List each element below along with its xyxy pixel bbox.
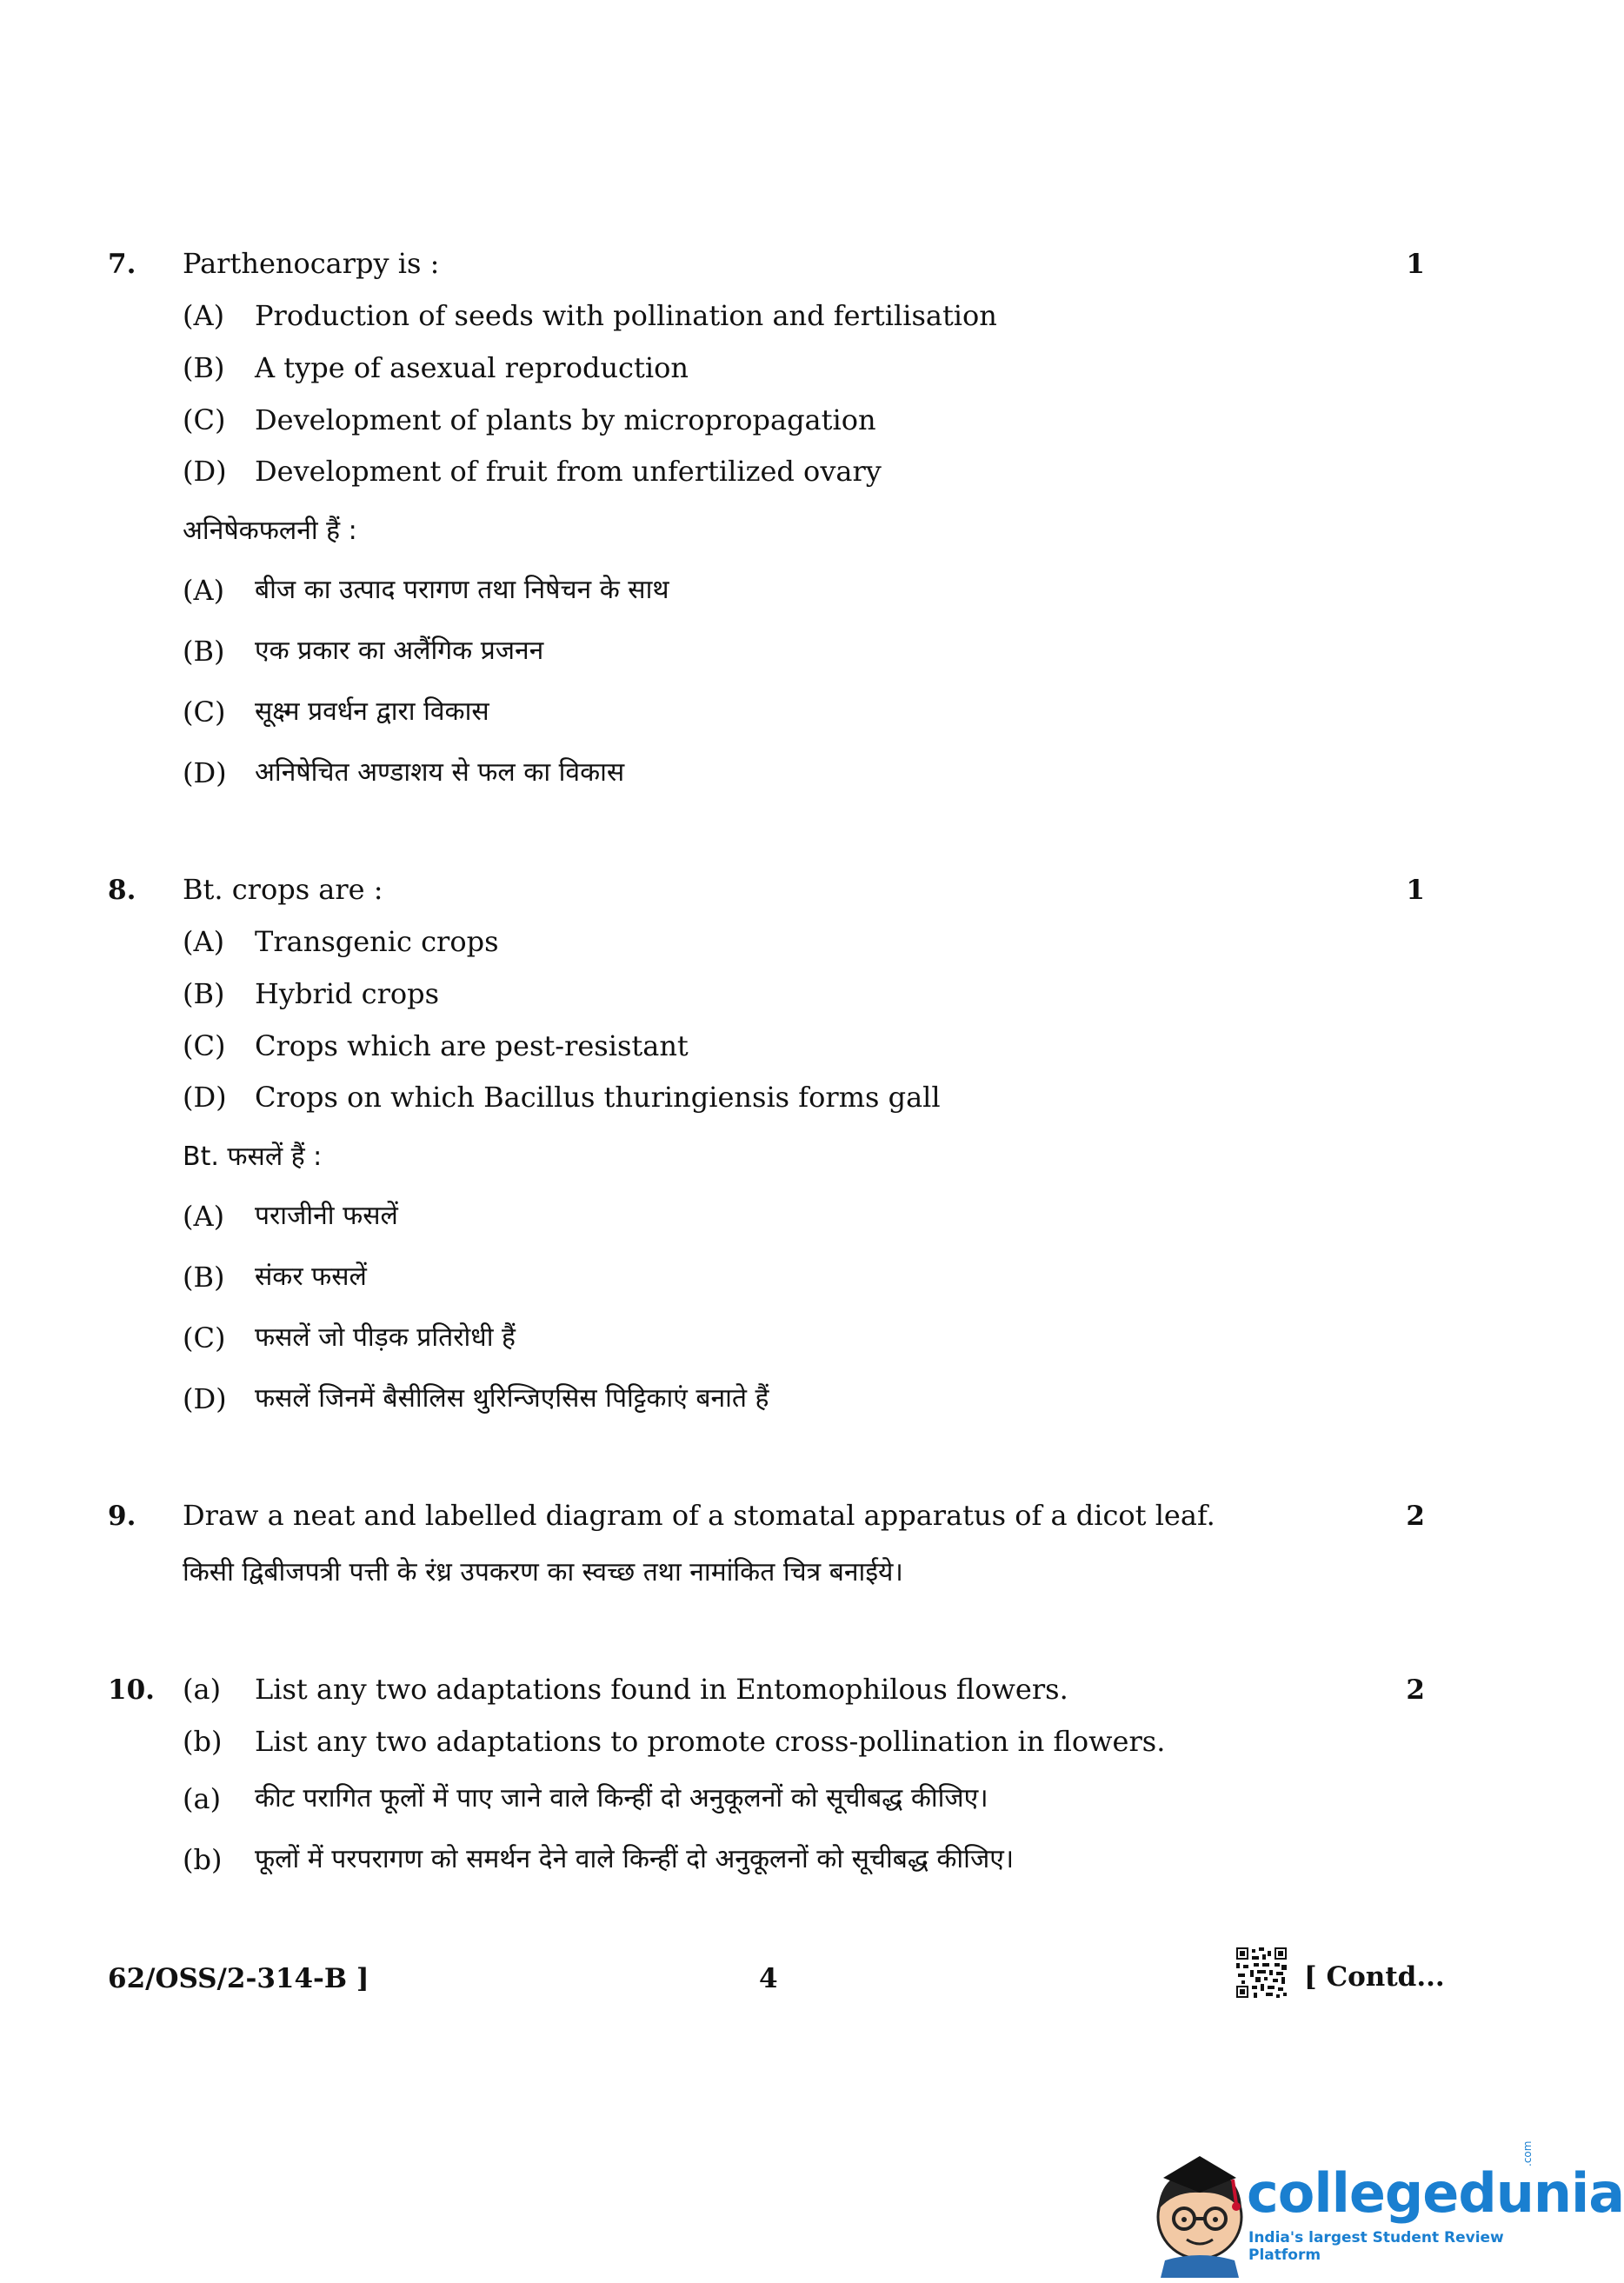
option-text-hindi: अनिषेचित अण्डाशय से फल का विकास <box>255 757 625 788</box>
part-key: (b) <box>183 1843 223 1876</box>
page-number: 4 <box>759 1963 778 1994</box>
option-key: (C) <box>183 1029 226 1062</box>
part-text-hindi: कीट परागित फूलों में पाए जाने वाले किन्हीं दो अनुकूलनों को सूचीबद्ध कीजिए। <box>255 1783 988 1814</box>
option-key: (D) <box>183 756 227 789</box>
option-key: (B) <box>183 635 225 668</box>
option-text: Hybrid crops <box>255 977 440 1010</box>
option-key: (D) <box>183 455 227 488</box>
question-text-hindi: Bt. फसलें हैं : <box>183 1142 323 1172</box>
paper-code: 62/OSS/2-314-B ] <box>108 1963 369 1994</box>
option-text: Crops on which Bacillus thuringiensis forms gall <box>255 1081 941 1114</box>
option-key: (A) <box>183 1200 225 1233</box>
option-text-hindi: फसलें जो पीड़क प्रतिरोधी हैं <box>255 1322 516 1353</box>
brand-tagline: India's largest Student Review Platform <box>1248 2229 1504 2264</box>
part-key: (b) <box>183 1725 223 1758</box>
option-key: (D) <box>183 1081 227 1114</box>
option-text-hindi: पराजीनी फसलें <box>255 1201 398 1231</box>
question-text: Bt. crops are : <box>183 873 383 906</box>
part-text: List any two adaptations to promote cross-pollination in flowers. <box>255 1725 1166 1758</box>
option-key: (C) <box>183 1321 226 1354</box>
option-text: Transgenic crops <box>255 925 499 958</box>
question-marks: 1 <box>1406 249 1425 280</box>
option-key: (B) <box>183 351 225 384</box>
question-text-hindi: किसी द्विबीजपत्री पत्ती के रंध्र उपकरण का स्वच्छ तथा नामांकित चित्र बनाईये। <box>183 1557 903 1587</box>
question-marks: 2 <box>1406 1674 1425 1706</box>
part-key: (a) <box>183 1673 222 1706</box>
part-text: List any two adaptations found in Entomophilous flowers. <box>255 1673 1068 1706</box>
option-text: Crops which are pest-resistant <box>255 1029 689 1062</box>
option-key: (A) <box>183 574 225 607</box>
option-key: (B) <box>183 1261 225 1294</box>
option-key: (C) <box>183 403 226 436</box>
option-text-hindi: फसलें जिनमें बैसीलिस थुरिन्जिएसिस पिट्टिकाएं बनाते हैं <box>255 1383 769 1414</box>
brand-suffix: .com <box>1521 2140 1534 2167</box>
option-text-hindi: एक प्रकार का अलैंगिक प्रजनन <box>255 636 544 666</box>
option-text: Production of seeds with pollination and fertilisation <box>255 299 997 332</box>
option-key: (B) <box>183 977 225 1010</box>
question-marks: 2 <box>1406 1501 1425 1532</box>
question-number: 10. <box>108 1674 155 1706</box>
continued-label: [ Contd... <box>1304 1961 1445 1993</box>
part-key: (a) <box>183 1782 222 1815</box>
question-number: 9. <box>108 1501 136 1532</box>
option-text: Development of fruit from unfertilized ovary <box>255 455 882 488</box>
option-key: (A) <box>183 299 225 332</box>
question-number: 7. <box>108 249 136 280</box>
question-text: Parthenocarpy is : <box>183 247 440 280</box>
option-text: A type of asexual reproduction <box>255 351 689 384</box>
question-text: Draw a neat and labelled diagram of a stomatal apparatus of a dicot leaf. <box>183 1499 1215 1532</box>
option-text: Development of plants by micropropagation <box>255 403 876 436</box>
question-marks: 1 <box>1406 875 1425 906</box>
option-text-hindi: संकर फसलें <box>255 1261 367 1292</box>
part-text-hindi: फूलों में परपरागण को समर्थन देने वाले किन्हीं दो अनुकूलनों को सूचीबद्ध कीजिए। <box>255 1844 1015 1874</box>
question-number: 8. <box>108 875 136 906</box>
question-text-hindi: अनिषेकफलनी हैं : <box>183 516 357 546</box>
option-key: (A) <box>183 925 225 958</box>
brand-name: collegedunia <box>1247 2161 1624 2225</box>
option-text-hindi: बीज का उत्पाद परागण तथा निषेचन के साथ <box>255 575 669 605</box>
option-key: (D) <box>183 1382 227 1415</box>
option-key: (C) <box>183 696 226 729</box>
option-text-hindi: सूक्ष्म प्रवर्धन द्वारा विकास <box>255 696 489 727</box>
qr-code-icon <box>1236 1947 1287 1998</box>
